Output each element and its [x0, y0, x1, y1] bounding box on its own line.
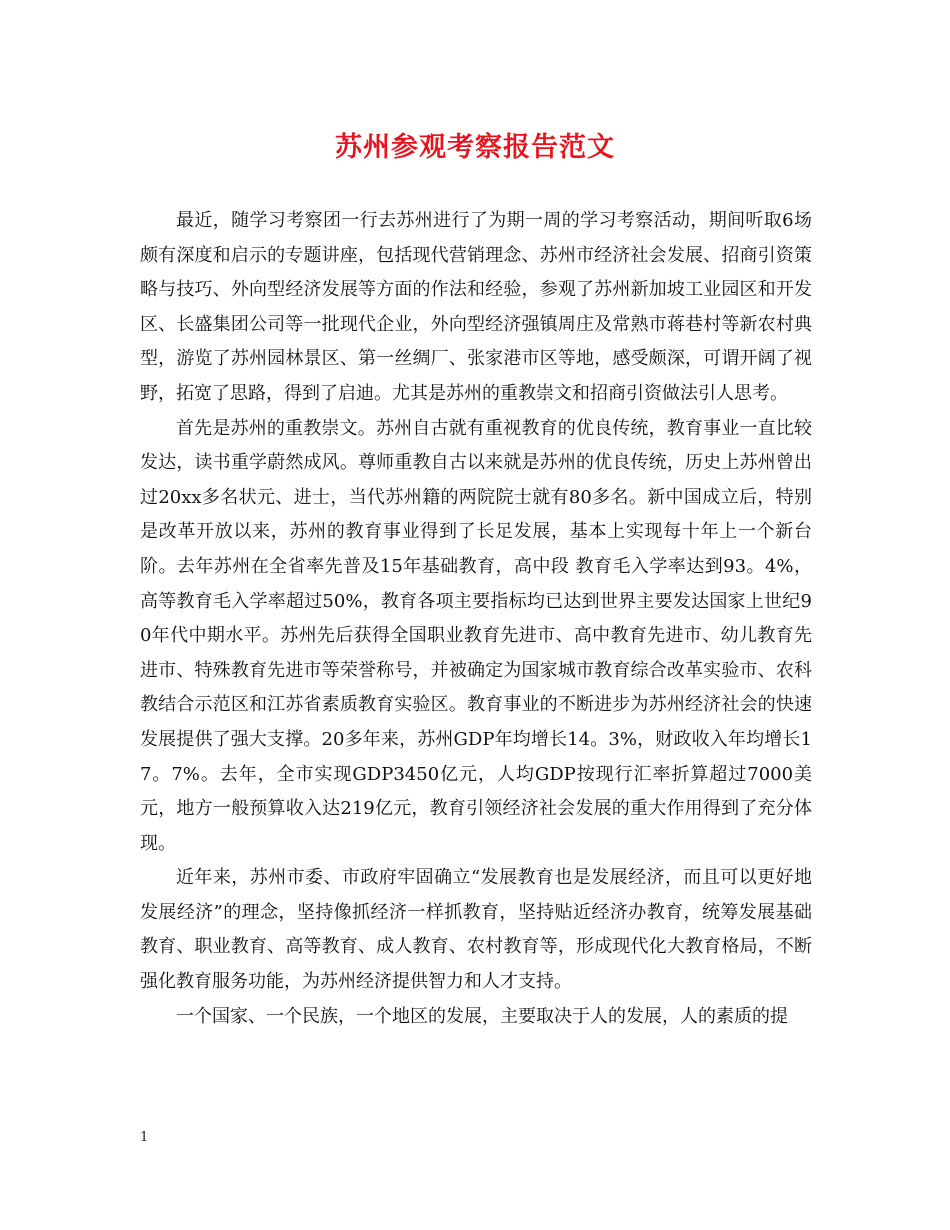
page-number: 1: [140, 1130, 149, 1145]
paragraph: 一个国家、一个民族，一个地区的发展，主要取决于人的发展，人的素质的提: [176, 1005, 788, 1027]
paragraph: 最近，随学习考察团一行去苏州进行了为期一周的学习考察活动，期间听取6场颇有深度和启示的专题讲座，包括现代营销理念、苏州市经济社会发展、招商引资策略与技巧、外向型经济发展等方面的作法和经验，参观了苏州新加坡工业园区和开发区、长盛集团公司等一批现代企业，外向型经济强镇周庄及常熟市蒋巷村等新农村典型，游览了苏州园林景区、第一丝绸厂、张家港市区等地，感受颇深，可谓开阔了视野，拓宽了思路，得到了启迪。尤其是苏州的重教崇文和招商引资做法引人思考。: [140, 210, 812, 404]
document-title: 苏州参观考察报告范文: [335, 132, 615, 163]
paragraph: 首先是苏州的重教崇文。苏州自古就有重视教育的优良传统，教育事业一直比较发达，读书重学蔚然成风。尊师重教自古以来就是苏州的优良传统，历史上苏州曾出过20xx多名状元、进士，当代苏州籍的两院院士就有80多名。新中国成立后，特别是改革开放以来，苏州的教育事业得到了长足发展，基本上实现每十年上一个新台阶。去年苏州在全省率先普及15年基础教育，高中段 教育毛入学率达到93。4%，高等教育毛入学率超过50%，教育各项主要指标均已达到世界主要发达国家上世纪90年代中期水平。苏州先后获得全国职业教育先进市、高中教育先进市、幼儿教育先进市、特殊教育先进市等荣誉称号，并被确定为国家城市教育综合改革实验市、农科教结合示范区和江苏省素质教育实验区。教育事业的不断进步为苏州经济社会的快速发展提供了强大支撑。20多年来，苏州GDP年均增长14。3%，财政收入年均增长17。7%。去年，全市实现GDP3450亿元，人均GDP按现行汇率折算超过7000美元，地方一般预算收入达219亿元，教育引领经济社会发展的重大作用得到了充分体现。: [140, 417, 812, 854]
paragraph: 近年来，苏州市委、市政府牢固确立“发展教育也是发展经济，而且可以更好地发展经济”的理念，坚持像抓经济一样抓教育，坚持贴近经济办教育，统筹发展基础教育、职业教育、高等教育、成人教育、农村教育等，形成现代化大教育格局，不断强化教育服务功能，为苏州经济提供智力和人才支持。: [140, 867, 812, 993]
document-body: [140, 204, 812, 1034]
